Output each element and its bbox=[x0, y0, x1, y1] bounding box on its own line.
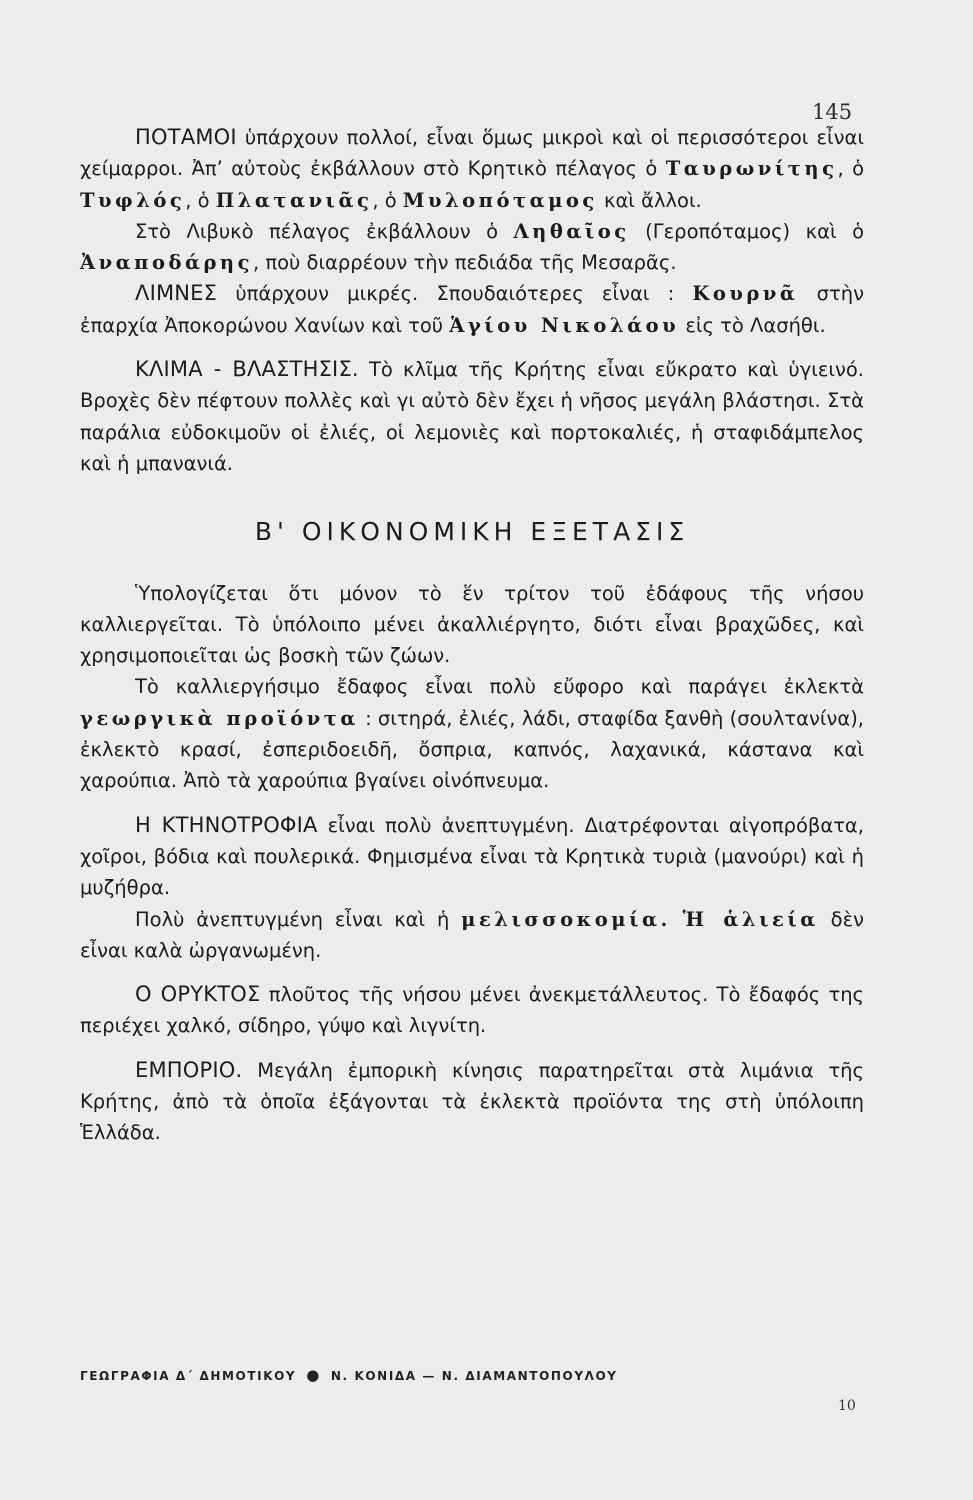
heading-commerce: ΕΜΠΟΡΙΟ. bbox=[135, 1057, 243, 1082]
text: εἶναι πολὺ ἀνεπτυγμένη. Διατρέφονται αἰγοπρόβατα, χοῖροι, βόδια καὶ πουλερικά. Φημισμένα εἶναι τὰ Κρητικὰ τυριὰ (μανούρι) καὶ ἡ μυζήθρα. bbox=[80, 813, 864, 900]
paragraph-libyan-sea bbox=[80, 216, 864, 279]
spaced-term: Ἡ ἁλιεία bbox=[682, 907, 819, 931]
heading-climate: ΚΛΙΜΑ - ΒΛΑΣΤΗΣΙΣ. bbox=[135, 357, 359, 382]
text: εἰς τὸ Λασήθι. bbox=[679, 313, 826, 337]
text: ὑπάρχουν μικρές. Σπουδαιότερες εἶναι : bbox=[217, 282, 693, 306]
text: , ποὺ διαρρέουν τὴν πεδιάδα τῆς Μεσαρᾶς. bbox=[252, 251, 677, 275]
text: ὑπάρχουν πολλοί, εἶναι ὅμως μικροὶ καὶ οἱ περισσότεροι εἶναι χείμαρροι. Ἀπ’ αὐτοὺς ἐκβάλλουν στὸ Κρητικὸ πέλαγος ὁ bbox=[80, 126, 864, 181]
signature-mark: 10 bbox=[838, 1398, 856, 1414]
paragraph-minerals bbox=[80, 979, 864, 1042]
text: στὴν ἐπαρχία Ἀποκορώνου Χανίων καὶ τοῦ bbox=[80, 282, 864, 337]
text: , ὁ bbox=[372, 188, 403, 212]
spaced-term: γεωργικὰ προϊόντα bbox=[80, 706, 359, 730]
text: , ὁ bbox=[185, 188, 216, 212]
paragraph-climate bbox=[80, 354, 864, 479]
footer-book-title: ΓΕΩΓΡΑΦΙΑ Δ΄ ΔΗΜΟΤΙΚΟΥ bbox=[80, 1369, 297, 1383]
paragraph-lakes bbox=[80, 278, 864, 341]
text: Στὸ Λιβυκὸ πέλαγος ἐκβάλλουν ὁ bbox=[135, 219, 514, 243]
river-name: Ταυρωνίτης bbox=[665, 157, 838, 181]
paragraph-commerce bbox=[80, 1055, 864, 1149]
text: Τὸ καλλιεργήσιμο ἔδαφος εἶναι πολὺ εὔφορο καὶ παράγει ἐκλεκτὰ bbox=[135, 675, 864, 699]
section-title: Β' ΟΙΚΟΝΟΜΙΚΗ ΕΞΕΤΑΣΙΣ bbox=[254, 517, 690, 547]
text bbox=[671, 908, 683, 931]
lake-name: Κουρνᾶ bbox=[692, 282, 799, 306]
paragraph-beekeeping bbox=[80, 904, 864, 967]
footer-authors: Ν. ΚΟΝΙΔΑ — Ν. ΔΙΑΜΑΝΤΟΠΟΥΛΟΥ bbox=[330, 1369, 618, 1383]
page-number: 145 bbox=[812, 100, 853, 124]
text: Μεγάλη ἐμπορικὴ κίνησις παρατηρεῖται στὰ λιμάνια τῆς Κρήτης, ἀπὸ τὰ ὁποῖα ἐξάγονται τὰ ἐκλεκτὰ προϊόντα της στὴ ὑπόλοιπη Ἑλλάδα. bbox=[80, 1058, 864, 1145]
text: , ὁ bbox=[837, 157, 865, 181]
river-name: Τυφλός bbox=[80, 188, 186, 212]
paragraph-livestock bbox=[80, 810, 864, 904]
text: δὲν εἶναι καλὰ ὠργανωμένη. bbox=[80, 907, 865, 962]
text: : σιτηρά, ἐλιές, λάδι, σταφίδα ξανθὴ (σουλτανίνα), ἐκλεκτὸ κρασί, ἐσπεριδοειδῆ, ὄσπρια, καπνός, λαχανικά, κάστανα καὶ χαρούπια. Ἀπὸ τὰ χαρούπια βγαίνει οἰνόπνευμα. bbox=[80, 706, 865, 793]
page-footer bbox=[80, 1366, 870, 1384]
heading-lakes: ΛΙΜΝΕΣ bbox=[135, 281, 218, 306]
paragraph-cultivated-land: Ὑπολογίζεται ὅτι μόνον τὸ ἕν τρίτον τοῦ ἐδάφους τῆς νήσου καλλιεργεῖται. Τὸ ὑπόλοιπο μένει ἀκαλλιέργητο, διότι εἶναι βραχῶδες, καὶ χρησιμοποιεῖται ὡς βοσκὴ τῶν ζώων. bbox=[80, 581, 864, 668]
river-name: Πλατανιᾶς bbox=[215, 188, 373, 212]
text: Πολὺ ἀνεπτυγμένη εἶναι καὶ ἡ bbox=[135, 907, 462, 931]
page-body bbox=[80, 122, 864, 1149]
lake-name: Ἁγίου Νικολάου bbox=[449, 313, 680, 337]
footer-bullet: ● bbox=[306, 1366, 321, 1384]
spaced-term: μελισσοκομία. bbox=[461, 907, 671, 931]
heading-rivers: ΠΟΤΑΜΟΙ bbox=[135, 125, 237, 149]
text: καὶ ἄλλοι. bbox=[597, 188, 702, 212]
heading-minerals: Ο ΟΡΥΚΤΟΣ bbox=[135, 982, 261, 1007]
text: Τὸ κλῖμα τῆς Κρήτης εἶναι εὔκρατο καὶ ὑγιεινό. Βροχὲς δὲν πέφτουν πολλὲς καὶ γι αὐτὸ δὲν ἔχει ἡ νῆσος μεγάλη βλάστησι. Στὰ παράλια εὐδοκιμοῦν οἱ ἐλιές, οἱ λεμονιὲς καὶ πορτοκαλιές, ἡ σταφιδάμπελος καὶ ἡ μπανανιά. bbox=[80, 358, 864, 475]
paragraph-rivers bbox=[80, 122, 864, 216]
text: πλοῦτος τῆς νήσου μένει ἀνεκμετάλλευτος. Τὸ ἔδαφός της περιέχει χαλκό, σίδηρο, γύψο καὶ λιγνίτη. bbox=[80, 983, 864, 1038]
heading-livestock: Η ΚΤΗΝΟΤΡΟΦΙΑ bbox=[135, 812, 318, 837]
paragraph-products bbox=[80, 671, 864, 796]
text: (Γεροπόταμος) καὶ ὁ bbox=[629, 219, 864, 243]
river-name: Μυλοπόταμος bbox=[402, 188, 598, 212]
river-name: Ἀναποδάρης bbox=[80, 251, 253, 275]
river-name: Ληθαῖος bbox=[513, 219, 630, 243]
